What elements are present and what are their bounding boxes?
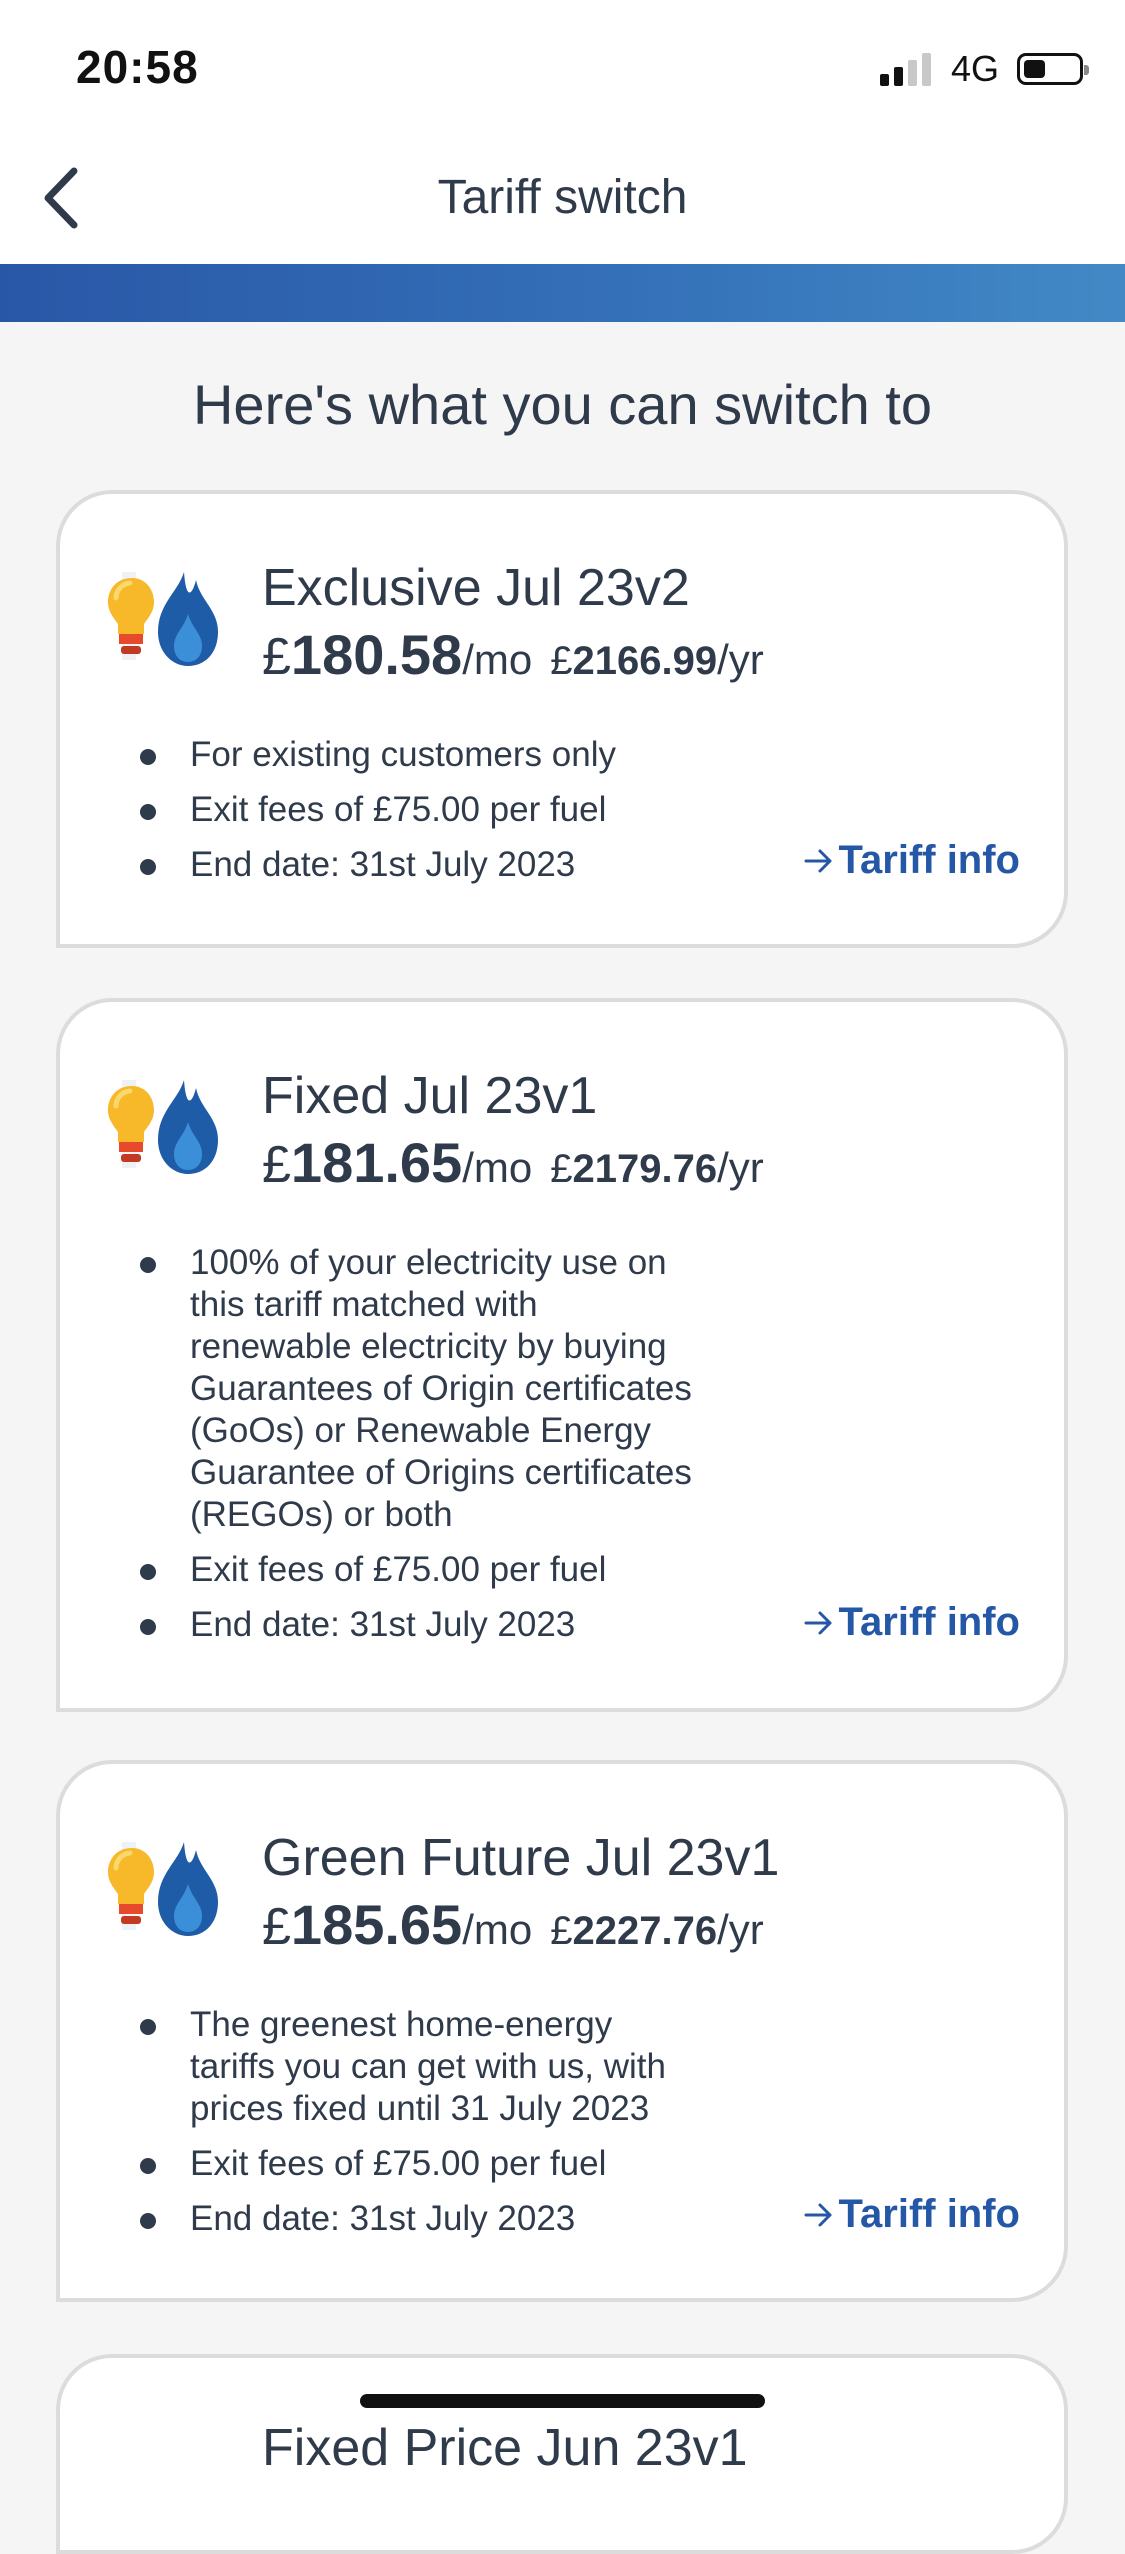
list-item: End date: 31st July 2023 bbox=[140, 1604, 700, 1646]
tariff-info-link[interactable] bbox=[803, 1600, 1020, 1645]
monthly-unit: /mo bbox=[462, 1906, 533, 1953]
monthly-price: 185.65 bbox=[290, 1893, 463, 1956]
network-type: 4G bbox=[950, 48, 999, 89]
arrow-right-icon bbox=[803, 845, 835, 877]
list-item: End date: 31st July 2023 bbox=[140, 2198, 700, 2240]
monthly-unit: /mo bbox=[462, 1144, 533, 1191]
tariff-info-label: Tariff info bbox=[838, 1600, 1020, 1644]
tariff-features bbox=[140, 734, 700, 899]
status-bar bbox=[0, 0, 1125, 140]
tariff-info-label: Tariff info bbox=[838, 838, 1020, 882]
tariff-card bbox=[56, 1760, 1068, 2302]
list-item: Exit fees of £75.00 per fuel bbox=[140, 789, 700, 831]
yearly-unit: /yr bbox=[717, 1144, 764, 1191]
monthly-price: 181.65 bbox=[290, 1131, 463, 1194]
currency-symbol: £ bbox=[550, 1909, 573, 1953]
tariff-info-link[interactable] bbox=[803, 2192, 1020, 2237]
currency-symbol: £ bbox=[262, 1136, 291, 1194]
tariff-features bbox=[140, 2004, 700, 2253]
tariff-card bbox=[56, 998, 1068, 1712]
tariff-name: Green Future Jul 23v1 bbox=[262, 1829, 780, 1887]
header-gradient-band bbox=[0, 264, 1125, 322]
arrow-right-icon bbox=[803, 2199, 835, 2231]
currency-symbol: £ bbox=[550, 639, 573, 683]
tariff-price bbox=[262, 1892, 764, 1957]
section-heading: Here's what you can switch to bbox=[192, 373, 933, 436]
tariff-card bbox=[56, 2354, 1068, 2554]
monthly-unit: /mo bbox=[462, 636, 533, 683]
currency-symbol: £ bbox=[262, 1898, 291, 1956]
yearly-unit: /yr bbox=[717, 636, 764, 683]
tariff-name: Fixed Jul 23v1 bbox=[262, 1067, 598, 1125]
list-item: End date: 31st July 2023 bbox=[140, 844, 700, 886]
tariff-features bbox=[140, 1242, 700, 1659]
yearly-unit: /yr bbox=[717, 1906, 764, 1953]
tariff-info-label: Tariff info bbox=[838, 2192, 1020, 2236]
yearly-price: 2227.76 bbox=[572, 1909, 718, 1953]
list-item: Exit fees of £75.00 per fuel bbox=[140, 1549, 700, 1591]
page-title: Tariff switch bbox=[437, 171, 688, 224]
electricity-and-gas-icon bbox=[104, 1078, 224, 1178]
electricity-and-gas-icon bbox=[104, 1840, 224, 1940]
currency-symbol: £ bbox=[262, 628, 291, 686]
tariff-name: Fixed Price Jun 23v1 bbox=[262, 2419, 748, 2477]
cellular-signal-icon bbox=[880, 52, 931, 86]
list-item: Exit fees of £75.00 per fuel bbox=[140, 2143, 700, 2185]
tariff-name: Exclusive Jul 23v2 bbox=[262, 559, 690, 617]
home-indicator[interactable] bbox=[360, 2394, 765, 2408]
yearly-price: 2166.99 bbox=[572, 639, 718, 683]
tariff-price bbox=[262, 1130, 764, 1195]
status-time: 20:58 bbox=[76, 41, 199, 93]
yearly-price: 2179.76 bbox=[572, 1147, 718, 1191]
list-item: For existing customers only bbox=[140, 734, 700, 776]
battery-icon bbox=[1017, 53, 1083, 85]
status-indicators bbox=[880, 48, 1083, 90]
currency-symbol: £ bbox=[550, 1147, 573, 1191]
electricity-and-gas-icon bbox=[104, 570, 224, 670]
monthly-price: 180.58 bbox=[290, 623, 463, 686]
arrow-right-icon bbox=[803, 1607, 835, 1639]
tariff-info-link[interactable] bbox=[803, 838, 1020, 883]
navigation-bar bbox=[0, 140, 1125, 264]
tariff-card bbox=[56, 490, 1068, 948]
list-item: The greenest home-energy tariffs you can get with us, with prices fixed until 31 July 2023 bbox=[140, 2004, 700, 2130]
list-item: 100% of your electricity use on this tariff matched with renewable electricity by buying Guarantees of Origin certificates (GoOs) or Renewable Energy Guarantee of Origins certificates (REGOs) or both bbox=[140, 1242, 700, 1536]
tariff-price bbox=[262, 622, 764, 687]
